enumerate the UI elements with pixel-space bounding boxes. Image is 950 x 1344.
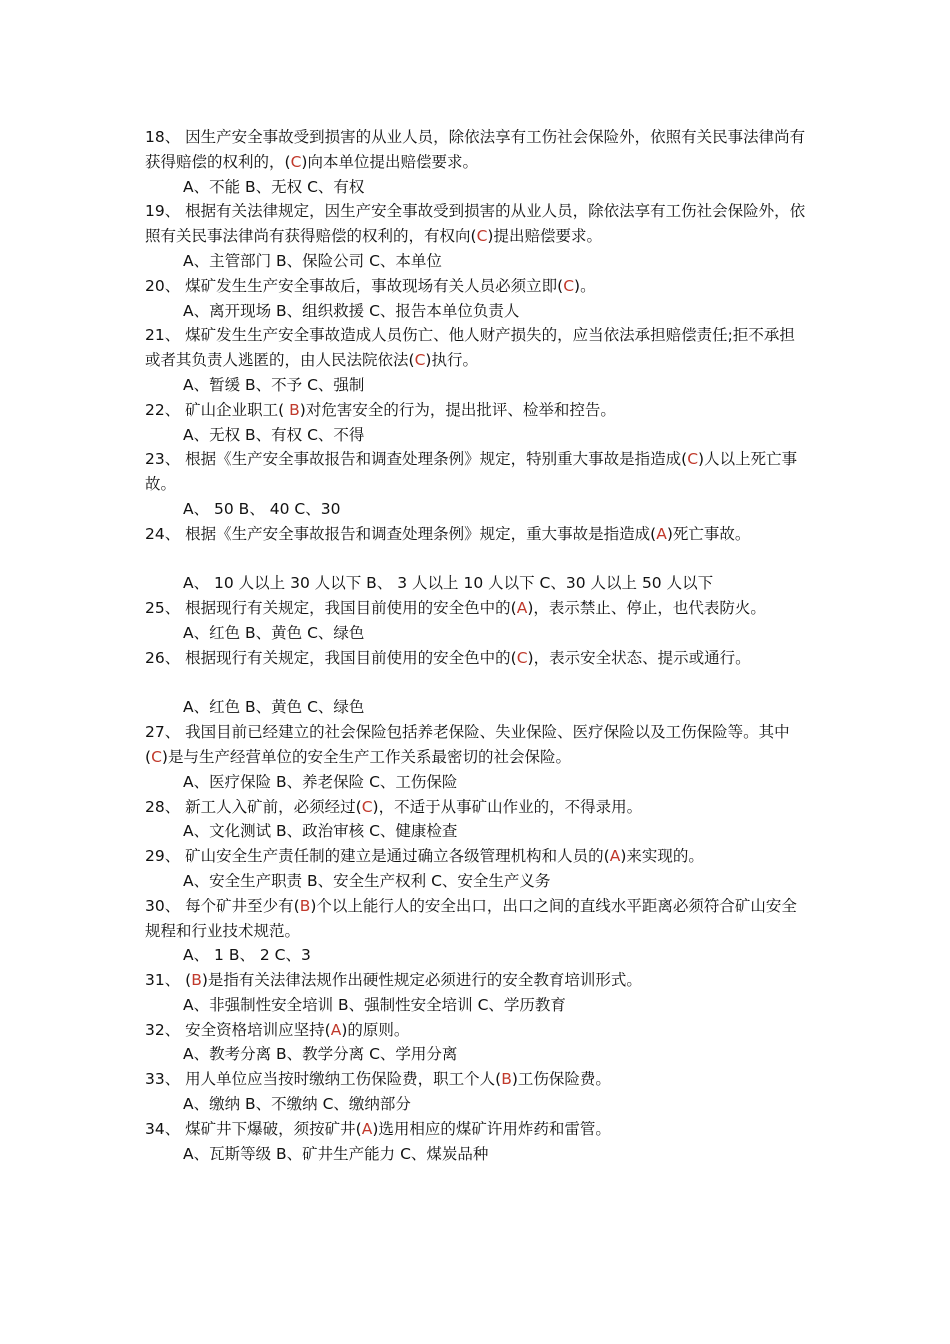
question-22: 22、 矿山企业职工( B)对危害安全的行为，提出批评、检举和控告。 <box>145 400 616 419</box>
question-32: 32、 安全资格培训应坚持(A)的原则。 <box>145 1020 410 1039</box>
answer-letter: B <box>289 400 300 419</box>
options-31: A、非强制性安全培训 B、强制性安全培训 C、学历教育 <box>183 995 566 1014</box>
question-34: 34、 煤矿井下爆破，须按矿井(A)选用相应的煤矿许用炸药和雷管。 <box>145 1119 611 1138</box>
answer-letter: A <box>330 1020 342 1039</box>
answer-letter: C <box>414 351 426 370</box>
question-20: 20、 煤矿发生生产安全事故后，事故现场有关人员必须立即(C)。 <box>145 276 596 295</box>
question-25: 25、 根据现行有关规定，我国目前使用的安全色中的(A)，表示禁止、停止，也代表防火。 <box>145 599 766 618</box>
blank-line <box>145 547 810 572</box>
question-26: 26、 根据现行有关规定，我国目前使用的安全色中的(C)，表示安全状态、提示或通行。 <box>145 648 751 667</box>
answer-letter: A <box>656 524 667 543</box>
answer-letter: A <box>609 847 621 866</box>
options-25: A、红色 B、黄色 C、绿色 <box>183 623 365 642</box>
options-21: A、暂缓 B、不予 C、强制 <box>183 375 365 394</box>
options-33: A、缴纳 B、不缴纳 C、缴纳部分 <box>183 1095 411 1114</box>
options-30: A、 1 B、 2 C、3 <box>183 946 311 965</box>
options-32: A、教考分离 B、教学分离 C、学用分离 <box>183 1045 458 1064</box>
options-23: A、 50 B、 40 C、30 <box>183 499 341 518</box>
answer-letter: C <box>151 747 162 766</box>
answer-letter: C <box>516 648 528 667</box>
options-34: A、瓦斯等级 B、矿井生产能力 C、煤炭品种 <box>183 1144 489 1163</box>
options-19: A、主管部门 B、保险公司 C、本单位 <box>183 251 442 270</box>
answer-letter: C <box>476 227 488 246</box>
question-18: 18、 因生产安全事故受到损害的从业人员，除依法享有工伤社会保险外，依照有关民事法律尚有获得赔偿的权利的，(C)向本单位提出赔偿要求。 <box>145 128 806 171</box>
answer-letter: C <box>563 276 575 295</box>
options-22: A、无权 B、有权 C、不得 <box>183 425 365 444</box>
question-29: 29、 矿山安全生产责任制的建立是通过确立各级管理机构和人员的(A)来实现的。 <box>145 847 704 866</box>
question-21: 21、 煤矿发生生产安全事故造成人员伤亡、他人财产损失的，应当依法承担赔偿责任;拒不承担或者其负责人逃匿的，由人民法院依法(C)执行。 <box>145 326 795 370</box>
answer-letter: B <box>299 896 311 915</box>
question-27: 27、 我国目前已经建立的社会保险包括养老保险、失业保险、医疗保险以及工伤保险等。其中(C)是与生产经营单位的安全生产工作关系最密切的社会保险。 <box>145 723 790 766</box>
question-33: 33、 用人单位应当按时缴纳工伤保险费，职工个人(B)工伤保险费。 <box>145 1070 611 1089</box>
options-20: A、离开现场 B、组织救援 C、报告本单位负责人 <box>183 301 520 320</box>
question-24: 24、 根据《生产安全事故报告和调查处理条例》规定，重大事故是指造成(A)死亡事故。 <box>145 524 751 543</box>
blank-line <box>145 671 810 696</box>
question-28: 28、 新工人入矿前，必须经过(C)，不适于从事矿山作业的，不得录用。 <box>145 797 643 816</box>
question-30: 30、 每个矿井至少有(B)个以上能行人的安全出口，出口之间的直线水平距离必须符合矿山安全规程和行业技术规范。 <box>145 896 797 940</box>
answer-letter: B <box>501 1070 512 1089</box>
answer-letter: C <box>361 797 373 816</box>
options-29: A、安全生产职责 B、安全生产权利 C、安全生产义务 <box>183 871 551 890</box>
question-list <box>145 125 810 1166</box>
answer-letter: B <box>191 971 202 990</box>
answer-letter: A <box>361 1119 373 1138</box>
options-28: A、文化测试 B、政治审核 C、健康检查 <box>183 822 458 841</box>
answer-letter: A <box>516 599 528 618</box>
question-31: 31、 (B)是指有关法律法规作出硬性规定必须进行的安全教育培训形式。 <box>145 971 642 990</box>
options-26: A、红色 B、黄色 C、绿色 <box>183 698 365 717</box>
question-19: 19、 根据有关法律规定，因生产安全事故受到损害的从业人员，除依法享有工伤社会保险外，依照有关民事法律尚有获得赔偿的权利的，有权向(C)提出赔偿要求。 <box>145 202 806 246</box>
options-24: A、 10 人以上 30 人以下 B、 3 人以上 10 人以下 C、30 人以上 50 人以下 <box>183 574 714 593</box>
options-27: A、医疗保险 B、养老保险 C、工伤保险 <box>183 772 458 791</box>
question-23: 23、 根据《生产安全事故报告和调查处理条例》规定，特别重大事故是指造成(C)人以上死亡事故。 <box>145 450 798 494</box>
options-18: A、不能 B、无权 C、有权 <box>183 177 365 196</box>
answer-letter: C <box>290 152 302 171</box>
answer-letter: C <box>687 450 699 469</box>
